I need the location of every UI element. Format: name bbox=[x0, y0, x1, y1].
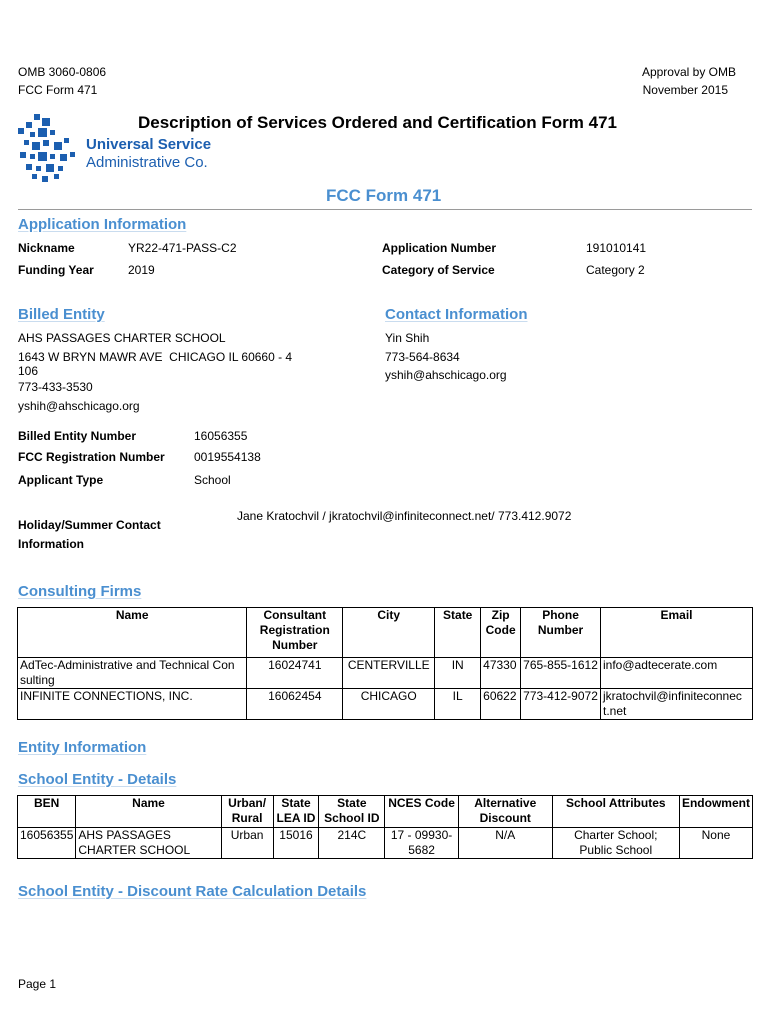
school-header-row bbox=[18, 796, 753, 828]
col-zip: Zip Code bbox=[481, 608, 521, 658]
col-ben: BEN bbox=[18, 796, 76, 828]
firm-email: jkratochvil@infiniteconnec t.net bbox=[600, 689, 752, 720]
school-name: AHS PASSAGES CHARTER SCHOOL bbox=[76, 828, 221, 859]
school-urban-rural: Urban bbox=[221, 828, 273, 859]
contact-email: yshih@ahschicago.org bbox=[385, 368, 507, 382]
school-attributes: Charter School; Public School bbox=[552, 828, 679, 859]
billed-entity-address-1: 1643 W BRYN MAWR AVE CHICAGO IL 60660 - 4 bbox=[18, 350, 293, 364]
page-title: Description of Services Ordered and Certification Form 471 bbox=[138, 113, 617, 132]
col-nces-code: NCES Code bbox=[385, 796, 459, 828]
school-nces-code: 17 - 09930- 5682 bbox=[385, 828, 459, 859]
col-school-name: Name bbox=[76, 796, 221, 828]
funding-year-value: 2019 bbox=[128, 263, 155, 277]
firm-name: INFINITE CONNECTIONS, INC. bbox=[18, 689, 247, 720]
col-city: City bbox=[343, 608, 435, 658]
omb-approval: Approval by OMB bbox=[641, 65, 736, 79]
billed-entity-heading: Billed Entity bbox=[18, 306, 105, 323]
col-phone: Phone Number bbox=[521, 608, 601, 658]
logo-text-line2: Administrative Co. bbox=[86, 154, 208, 171]
billed-entity-name: AHS PASSAGES CHARTER SCHOOL bbox=[18, 331, 226, 345]
school-entity-table bbox=[17, 795, 753, 859]
school-ben: 16056355 bbox=[18, 828, 76, 859]
entity-info-heading: Entity Information bbox=[18, 739, 147, 756]
firm-zip: 60622 bbox=[481, 689, 521, 720]
application-number-value: 191010141 bbox=[586, 241, 647, 255]
header-divider bbox=[18, 209, 752, 210]
category-label: Category of Service bbox=[382, 263, 495, 277]
holiday-contact-value: Jane Kratochvil / jkratochvil@infiniteconnect.net/ 773.412.9072 bbox=[237, 509, 572, 523]
billed-entity-address-2: 106 bbox=[18, 364, 39, 378]
table-row bbox=[18, 658, 753, 689]
applicant-type-label: Applicant Type bbox=[18, 473, 104, 487]
table-row bbox=[18, 828, 753, 859]
usac-logo-icon bbox=[16, 112, 80, 184]
firm-city: CHICAGO bbox=[343, 689, 435, 720]
contact-phone: 773-564-8634 bbox=[385, 350, 460, 364]
consulting-firms-table bbox=[17, 607, 753, 720]
funding-year-label: Funding Year bbox=[18, 263, 94, 277]
col-consultant-registration: Consultant Registration Number bbox=[247, 608, 343, 658]
page-number: Page 1 bbox=[18, 977, 57, 991]
application-number-label: Application Number bbox=[382, 241, 497, 255]
approval-date: November 2015 bbox=[642, 83, 728, 97]
billed-entity-number-label: Billed Entity Number bbox=[18, 429, 137, 443]
form-subtitle: FCC Form 471 bbox=[326, 186, 442, 205]
nickname-label: Nickname bbox=[18, 241, 75, 255]
col-alternative-discount: Alternative Discount bbox=[458, 796, 552, 828]
application-info-heading: Application Information bbox=[18, 216, 187, 233]
billed-entity-number-value: 16056355 bbox=[194, 429, 248, 443]
omb-number: OMB 3060-0806 bbox=[18, 65, 107, 79]
col-email: Email bbox=[600, 608, 752, 658]
firm-state: IL bbox=[435, 689, 481, 720]
col-endowment: Endowment bbox=[679, 796, 752, 828]
table-row bbox=[18, 689, 753, 720]
billed-entity-phone: 773-433-3530 bbox=[18, 380, 93, 394]
applicant-type-value: School bbox=[194, 473, 231, 487]
school-alt-discount: N/A bbox=[458, 828, 552, 859]
firm-city: CENTERVILLE bbox=[343, 658, 435, 689]
firm-email: info@adtecerate.com bbox=[600, 658, 752, 689]
holiday-contact-label-2: Information bbox=[18, 537, 84, 551]
col-state-lea-id: State LEA ID bbox=[273, 796, 319, 828]
category-value: Category 2 bbox=[586, 263, 645, 277]
firm-registration: 16062454 bbox=[247, 689, 343, 720]
consulting-header-row bbox=[18, 608, 753, 658]
school-endowment: None bbox=[679, 828, 752, 859]
firm-phone: 773-412-9072 bbox=[521, 689, 601, 720]
contact-info-heading: Contact Information bbox=[385, 306, 528, 323]
col-state-school-id: State School ID bbox=[319, 796, 385, 828]
consulting-firms-heading: Consulting Firms bbox=[18, 583, 142, 600]
firm-name: AdTec-Administrative and Technical Con sulting bbox=[18, 658, 247, 689]
col-name: Name bbox=[18, 608, 247, 658]
nickname-value: YR22-471-PASS-C2 bbox=[128, 241, 237, 255]
holiday-contact-label-1: Holiday/Summer Contact bbox=[18, 518, 161, 532]
fcc-registration-value: 0019554138 bbox=[194, 450, 261, 464]
school-lea-id: 15016 bbox=[273, 828, 319, 859]
form-label: FCC Form 471 bbox=[18, 83, 98, 97]
discount-rate-heading: School Entity - Discount Rate Calculation Details bbox=[18, 883, 367, 900]
firm-state: IN bbox=[435, 658, 481, 689]
school-state-id: 214C bbox=[319, 828, 385, 859]
billed-entity-email: yshih@ahschicago.org bbox=[18, 399, 140, 413]
col-urban-rural: Urban/ Rural bbox=[221, 796, 273, 828]
col-state: State bbox=[435, 608, 481, 658]
contact-name: Yin Shih bbox=[385, 331, 430, 345]
firm-registration: 16024741 bbox=[247, 658, 343, 689]
fcc-registration-label: FCC Registration Number bbox=[18, 450, 165, 464]
col-school-attributes: School Attributes bbox=[552, 796, 679, 828]
logo-text-line1: Universal Service bbox=[86, 136, 212, 153]
firm-phone: 765-855-1612 bbox=[521, 658, 601, 689]
school-entity-details-heading: School Entity - Details bbox=[18, 771, 177, 788]
firm-zip: 47330 bbox=[481, 658, 521, 689]
